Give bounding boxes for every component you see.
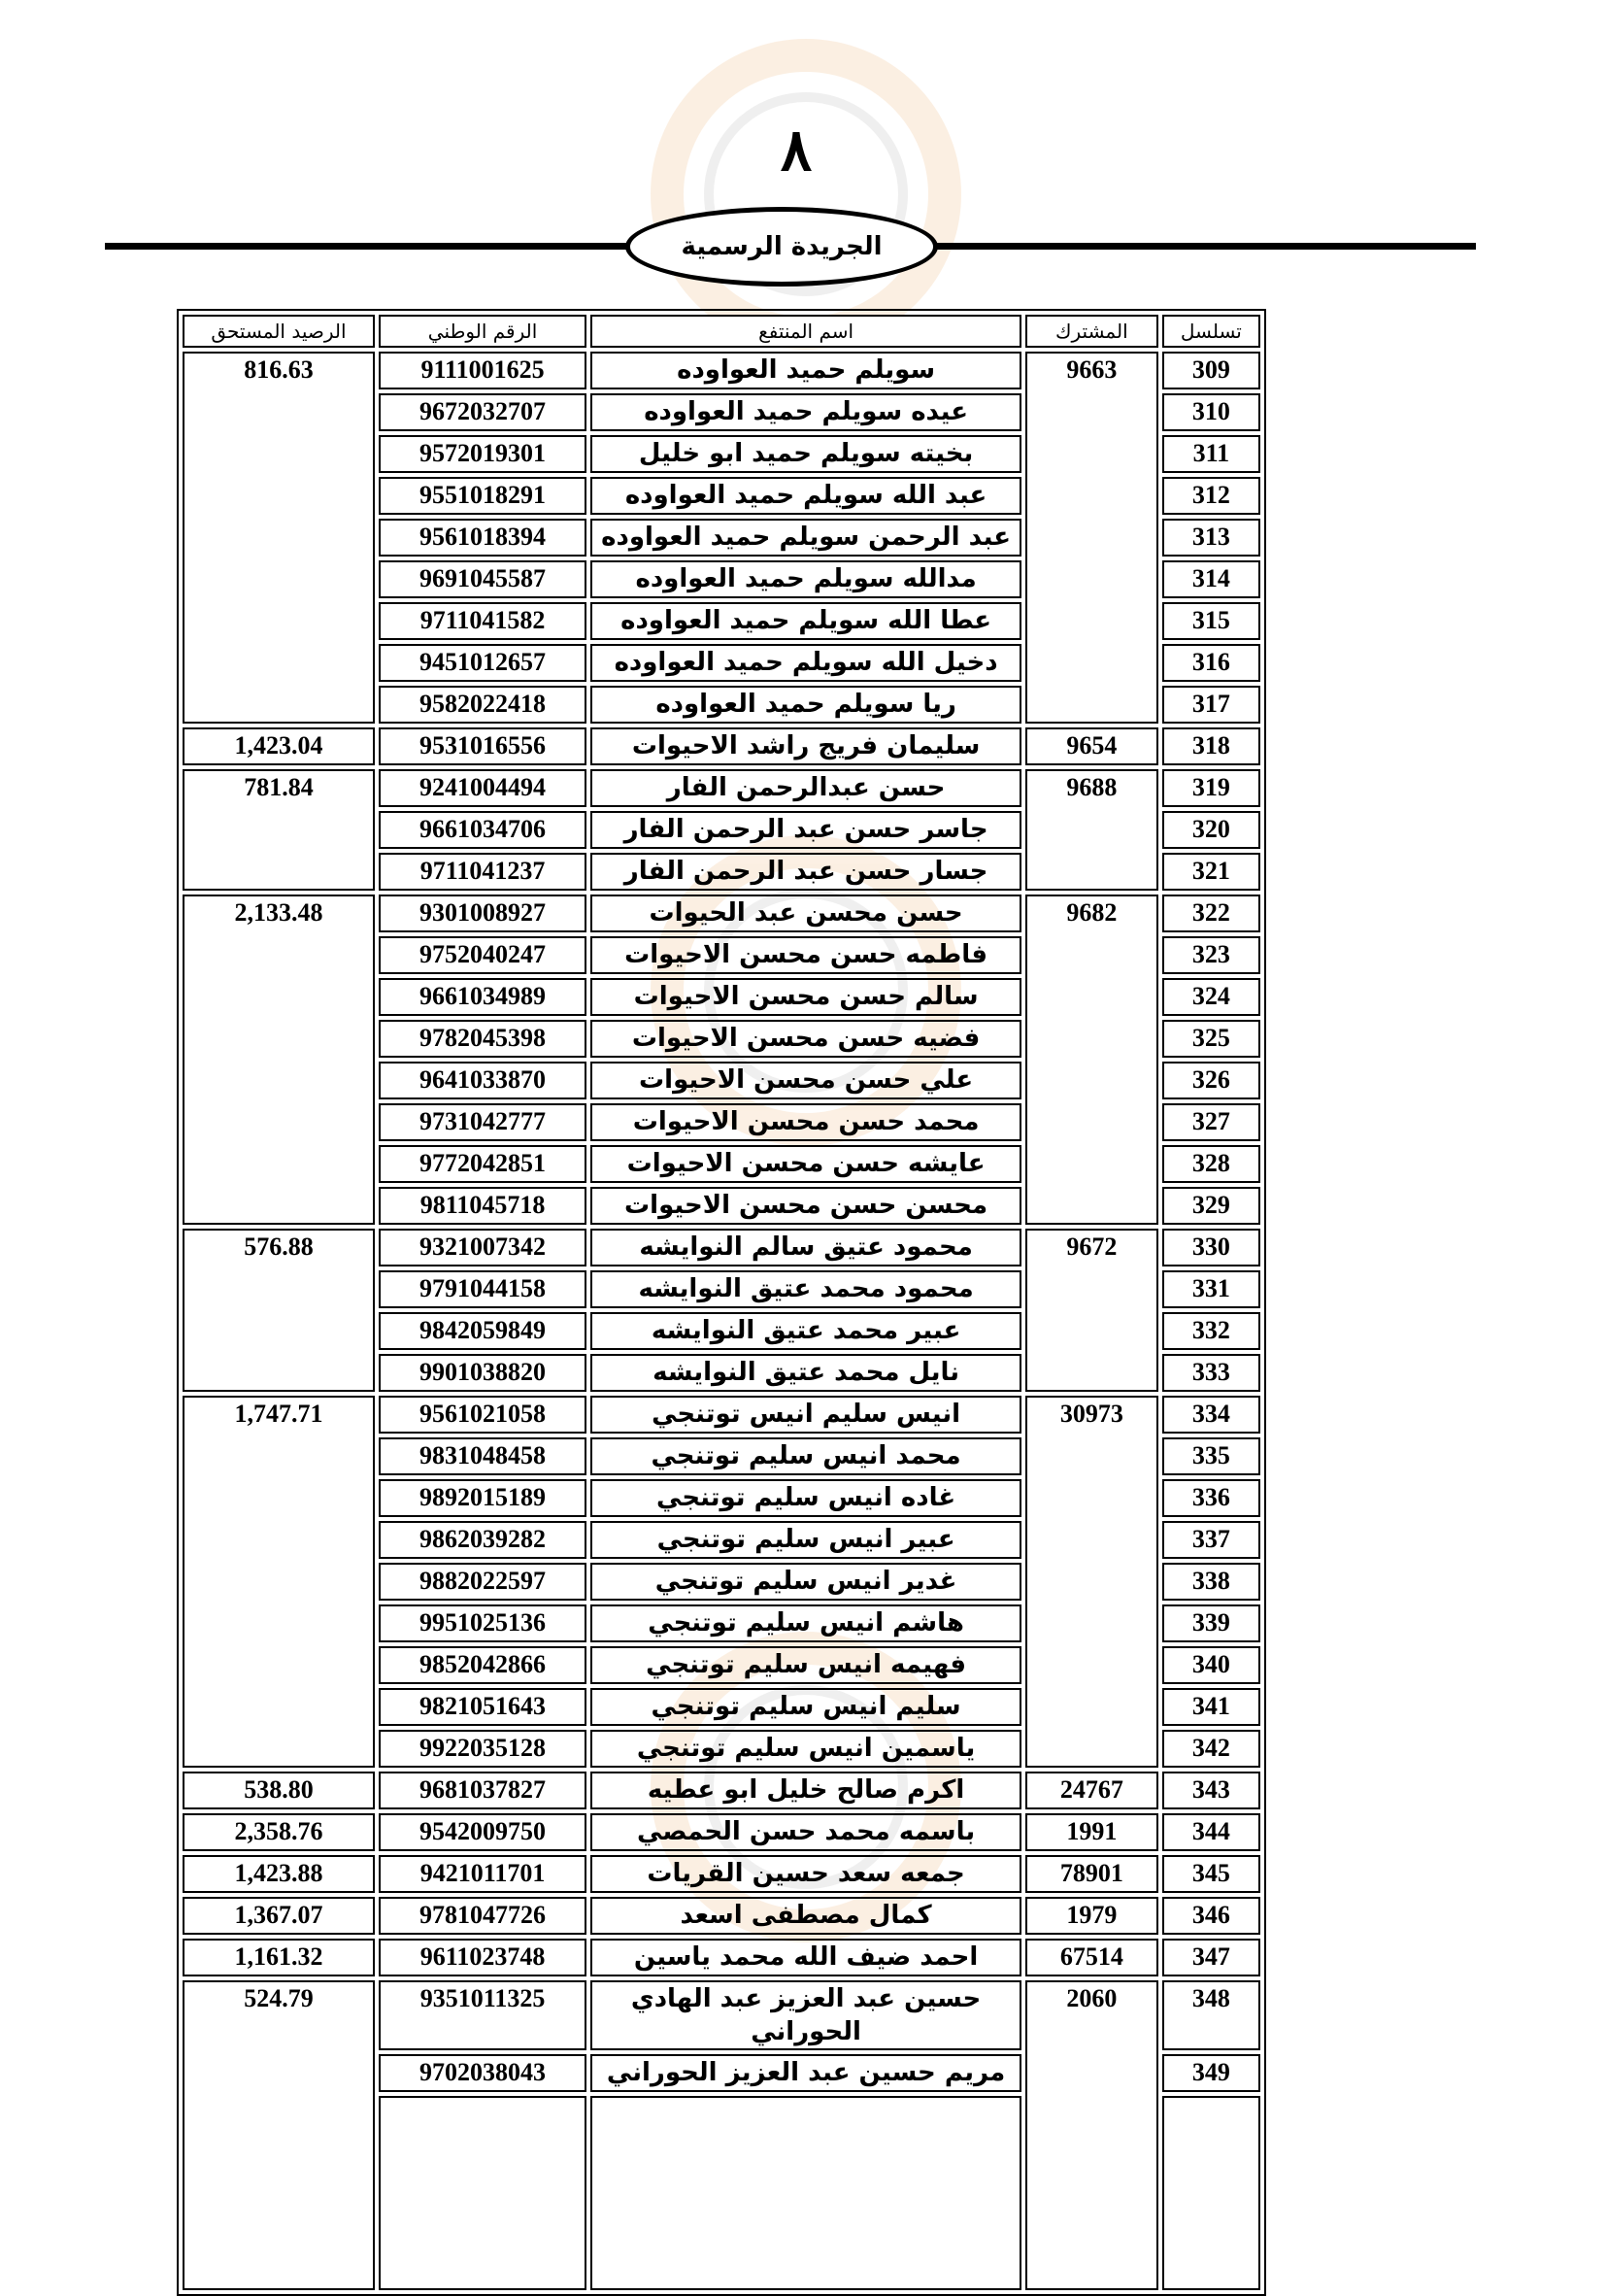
cell-beneficiary-name: سليمان فريج راشد الاحيوات [590, 727, 1021, 765]
cell-national-id: 9772042851 [379, 1145, 586, 1183]
cell-beneficiary-name: فضيه حسن محسن الاحيوات [590, 1020, 1021, 1058]
cell-subscriber: 9663 [1025, 352, 1158, 724]
cell-beneficiary-name: احمد ضيف الله محمد ياسين [590, 1939, 1021, 1976]
col-header-name: اسم المنتفع [590, 315, 1021, 348]
cell-national-id: 9901038820 [379, 1354, 586, 1392]
cell-national-id: 9691045587 [379, 560, 586, 598]
table-row [183, 1813, 1260, 1851]
cell-national-id: 9572019301 [379, 435, 586, 473]
cell-national-id: 9831048458 [379, 1437, 586, 1475]
cell-beneficiary-name: سالم حسن محسن الاحيوات [590, 978, 1021, 1016]
cell-serial: 348 [1162, 1980, 1260, 2050]
table-body [183, 352, 1260, 2290]
cell-serial: 323 [1162, 936, 1260, 974]
table-row [183, 1939, 1260, 1976]
cell-balance: 816.63 [183, 352, 375, 724]
cell-beneficiary-name: حسن عبدالرحمن الفار [590, 769, 1021, 807]
col-header-serial: تسلسل [1162, 315, 1260, 348]
cell-serial: 331 [1162, 1270, 1260, 1308]
cell-serial: 321 [1162, 853, 1260, 891]
cell-balance: 2,133.48 [183, 895, 375, 1225]
cell-subscriber: 1979 [1025, 1897, 1158, 1935]
table-row [183, 895, 1260, 932]
cell-beneficiary-name: مدالله سويلم حميد العواوده [590, 560, 1021, 598]
cell-serial: 344 [1162, 1813, 1260, 1851]
cell-national-id: 9351011325 [379, 1980, 586, 2050]
cell-beneficiary-name: علي حسن محسن الاحيوات [590, 1062, 1021, 1099]
cell-balance: 1,747.71 [183, 1396, 375, 1768]
cell-beneficiary-name: باسمه محمد حسن الحمصي [590, 1813, 1021, 1851]
cell-balance: 524.79 [183, 1980, 375, 2290]
cell-beneficiary-name: محمد حسن محسن الاحيوات [590, 1103, 1021, 1141]
cell-serial: 338 [1162, 1563, 1260, 1601]
cell-empty [379, 2096, 586, 2290]
cell-serial: 319 [1162, 769, 1260, 807]
cell-beneficiary-name: سويلم حميد العواوده [590, 352, 1021, 389]
cell-empty [1162, 2096, 1260, 2290]
cell-beneficiary-name: حسين عبد العزيز عبد الهادي الحوراني [590, 1980, 1021, 2050]
cell-balance: 1,423.88 [183, 1855, 375, 1893]
cell-beneficiary-name: عيده سويلم حميد العواوده [590, 393, 1021, 431]
cell-beneficiary-name: نايل محمد عتيق النوايشه [590, 1354, 1021, 1392]
cell-beneficiary-name: عايشه حسن محسن الاحيوات [590, 1145, 1021, 1183]
cell-serial: 343 [1162, 1772, 1260, 1809]
cell-national-id: 9731042777 [379, 1103, 586, 1141]
cell-national-id: 9702038043 [379, 2054, 586, 2092]
cell-serial: 322 [1162, 895, 1260, 932]
cell-beneficiary-name: غدير انيس سليم توتنجي [590, 1563, 1021, 1601]
cell-serial: 333 [1162, 1354, 1260, 1392]
cell-national-id: 9661034706 [379, 811, 586, 849]
cell-serial: 345 [1162, 1855, 1260, 1893]
cell-beneficiary-name: عبير انيس سليم توتنجي [590, 1521, 1021, 1559]
cell-serial: 346 [1162, 1897, 1260, 1935]
cell-beneficiary-name: عبد الرحمن سويلم حميد العواوده [590, 519, 1021, 557]
cell-beneficiary-name: غاده انيس سليم توتنجي [590, 1479, 1021, 1517]
cell-beneficiary-name: فهيمه انيس سليم توتنجي [590, 1646, 1021, 1684]
col-header-subscriber: المشترك [1025, 315, 1158, 348]
table-row [183, 1229, 1260, 1266]
cell-serial: 310 [1162, 393, 1260, 431]
table-header-row [183, 315, 1260, 348]
cell-balance: 538.80 [183, 1772, 375, 1809]
cell-national-id: 9611023748 [379, 1939, 586, 1976]
cell-national-id: 9791044158 [379, 1270, 586, 1308]
beneficiaries-table [177, 309, 1266, 2296]
cell-beneficiary-name: دخيل الله سويلم حميد العواوده [590, 644, 1021, 682]
table-row [183, 352, 1260, 389]
cell-serial: 316 [1162, 644, 1260, 682]
cell-serial: 337 [1162, 1521, 1260, 1559]
table-row [183, 1897, 1260, 1935]
cell-serial: 315 [1162, 602, 1260, 640]
cell-national-id: 9241004494 [379, 769, 586, 807]
cell-beneficiary-name: محمود محمد عتيق النوايشه [590, 1270, 1021, 1308]
table-row [183, 727, 1260, 765]
cell-national-id: 9641033870 [379, 1062, 586, 1099]
table-row [183, 1396, 1260, 1434]
cell-empty [590, 2096, 1021, 2290]
cell-beneficiary-name: سليم انيس سليم توتنجي [590, 1688, 1021, 1726]
table-row [183, 769, 1260, 807]
cell-serial: 329 [1162, 1187, 1260, 1225]
cell-national-id: 9852042866 [379, 1646, 586, 1684]
cell-national-id: 9882022597 [379, 1563, 586, 1601]
cell-serial: 312 [1162, 477, 1260, 515]
col-header-national-id: الرقم الوطني [379, 315, 586, 348]
cell-subscriber: 30973 [1025, 1396, 1158, 1768]
cell-beneficiary-name: محمود عتيق سالم النوايشه [590, 1229, 1021, 1266]
col-header-balance: الرصيد المستحق [183, 315, 375, 348]
cell-serial: 325 [1162, 1020, 1260, 1058]
cell-serial: 318 [1162, 727, 1260, 765]
cell-national-id: 9711041237 [379, 853, 586, 891]
cell-beneficiary-name: محسن حسن محسن الاحيوات [590, 1187, 1021, 1225]
cell-national-id: 9661034989 [379, 978, 586, 1016]
cell-serial: 314 [1162, 560, 1260, 598]
cell-subscriber: 24767 [1025, 1772, 1158, 1809]
table-row [183, 1772, 1260, 1809]
cell-balance: 2,358.76 [183, 1813, 375, 1851]
cell-subscriber: 78901 [1025, 1855, 1158, 1893]
cell-national-id: 9752040247 [379, 936, 586, 974]
cell-serial: 320 [1162, 811, 1260, 849]
cell-balance: 1,367.07 [183, 1897, 375, 1935]
cell-national-id: 9892015189 [379, 1479, 586, 1517]
cell-beneficiary-name: بخيته سويلم حميد ابو خليل [590, 435, 1021, 473]
cell-subscriber: 2060 [1025, 1980, 1158, 2290]
cell-serial: 349 [1162, 2054, 1260, 2092]
cell-balance: 781.84 [183, 769, 375, 891]
cell-serial: 336 [1162, 1479, 1260, 1517]
cell-national-id: 9561021058 [379, 1396, 586, 1434]
cell-subscriber: 1991 [1025, 1813, 1158, 1851]
cell-subscriber: 9654 [1025, 727, 1158, 765]
cell-beneficiary-name: مريم حسين عبد العزيز الحوراني [590, 2054, 1021, 2092]
cell-subscriber: 9688 [1025, 769, 1158, 891]
cell-national-id: 9542009750 [379, 1813, 586, 1851]
cell-beneficiary-name: عبير محمد عتيق النوايشه [590, 1312, 1021, 1350]
cell-national-id: 9681037827 [379, 1772, 586, 1809]
cell-national-id: 9111001625 [379, 352, 586, 389]
gazette-title: الجريدة الرسمية [625, 207, 938, 287]
cell-national-id: 9301008927 [379, 895, 586, 932]
cell-subscriber: 67514 [1025, 1939, 1158, 1976]
cell-beneficiary-name: هاشم انيس سليم توتنجي [590, 1604, 1021, 1642]
cell-national-id: 9421011701 [379, 1855, 586, 1893]
cell-beneficiary-name: جمعه سعد حسين القريات [590, 1855, 1021, 1893]
cell-serial: 330 [1162, 1229, 1260, 1266]
cell-national-id: 9561018394 [379, 519, 586, 557]
cell-national-id: 9672032707 [379, 393, 586, 431]
cell-serial: 324 [1162, 978, 1260, 1016]
cell-serial: 340 [1162, 1646, 1260, 1684]
cell-balance: 576.88 [183, 1229, 375, 1392]
cell-serial: 327 [1162, 1103, 1260, 1141]
cell-national-id: 9811045718 [379, 1187, 586, 1225]
cell-national-id: 9551018291 [379, 477, 586, 515]
cell-beneficiary-name: فاطمه حسن محسن الاحيوات [590, 936, 1021, 974]
cell-national-id: 9582022418 [379, 686, 586, 724]
cell-beneficiary-name: ريا سويلم حميد العواوده [590, 686, 1021, 724]
cell-serial: 342 [1162, 1730, 1260, 1768]
table-row [183, 1980, 1260, 2050]
cell-subscriber: 9682 [1025, 895, 1158, 1225]
cell-beneficiary-name: انيس سليم انيس توتنجي [590, 1396, 1021, 1434]
cell-national-id: 9951025136 [379, 1604, 586, 1642]
cell-beneficiary-name: عبد الله سويلم حميد العواوده [590, 477, 1021, 515]
cell-balance: 1,423.04 [183, 727, 375, 765]
cell-national-id: 9451012657 [379, 644, 586, 682]
cell-beneficiary-name: عطا الله سويلم حميد العواوده [590, 602, 1021, 640]
page-number: ٨ [780, 117, 813, 185]
cell-serial: 347 [1162, 1939, 1260, 1976]
cell-national-id: 9922035128 [379, 1730, 586, 1768]
cell-serial: 326 [1162, 1062, 1260, 1099]
cell-beneficiary-name: جاسر حسن عبد الرحمن الفار [590, 811, 1021, 849]
cell-national-id: 9821051643 [379, 1688, 586, 1726]
cell-national-id: 9782045398 [379, 1020, 586, 1058]
cell-balance: 1,161.32 [183, 1939, 375, 1976]
cell-serial: 309 [1162, 352, 1260, 389]
cell-beneficiary-name: كمال مصطفى اسعد [590, 1897, 1021, 1935]
cell-serial: 341 [1162, 1688, 1260, 1726]
cell-beneficiary-name: اكرم صالح خليل ابو عطيه [590, 1772, 1021, 1809]
cell-beneficiary-name: محمد انيس سليم توتنجي [590, 1437, 1021, 1475]
cell-national-id: 9862039282 [379, 1521, 586, 1559]
cell-serial: 313 [1162, 519, 1260, 557]
table-row [183, 1855, 1260, 1893]
cell-beneficiary-name: حسن محسن عبد الحيوات [590, 895, 1021, 932]
cell-serial: 339 [1162, 1604, 1260, 1642]
cell-serial: 332 [1162, 1312, 1260, 1350]
cell-national-id: 9781047726 [379, 1897, 586, 1935]
cell-national-id: 9531016556 [379, 727, 586, 765]
cell-beneficiary-name: ياسمين انيس سليم توتنجي [590, 1730, 1021, 1768]
cell-beneficiary-name: جسار حسن عبد الرحمن الفار [590, 853, 1021, 891]
cell-serial: 311 [1162, 435, 1260, 473]
cell-serial: 328 [1162, 1145, 1260, 1183]
cell-national-id: 9842059849 [379, 1312, 586, 1350]
cell-serial: 335 [1162, 1437, 1260, 1475]
cell-national-id: 9711041582 [379, 602, 586, 640]
cell-subscriber: 9672 [1025, 1229, 1158, 1392]
cell-national-id: 9321007342 [379, 1229, 586, 1266]
cell-serial: 317 [1162, 686, 1260, 724]
cell-serial: 334 [1162, 1396, 1260, 1434]
